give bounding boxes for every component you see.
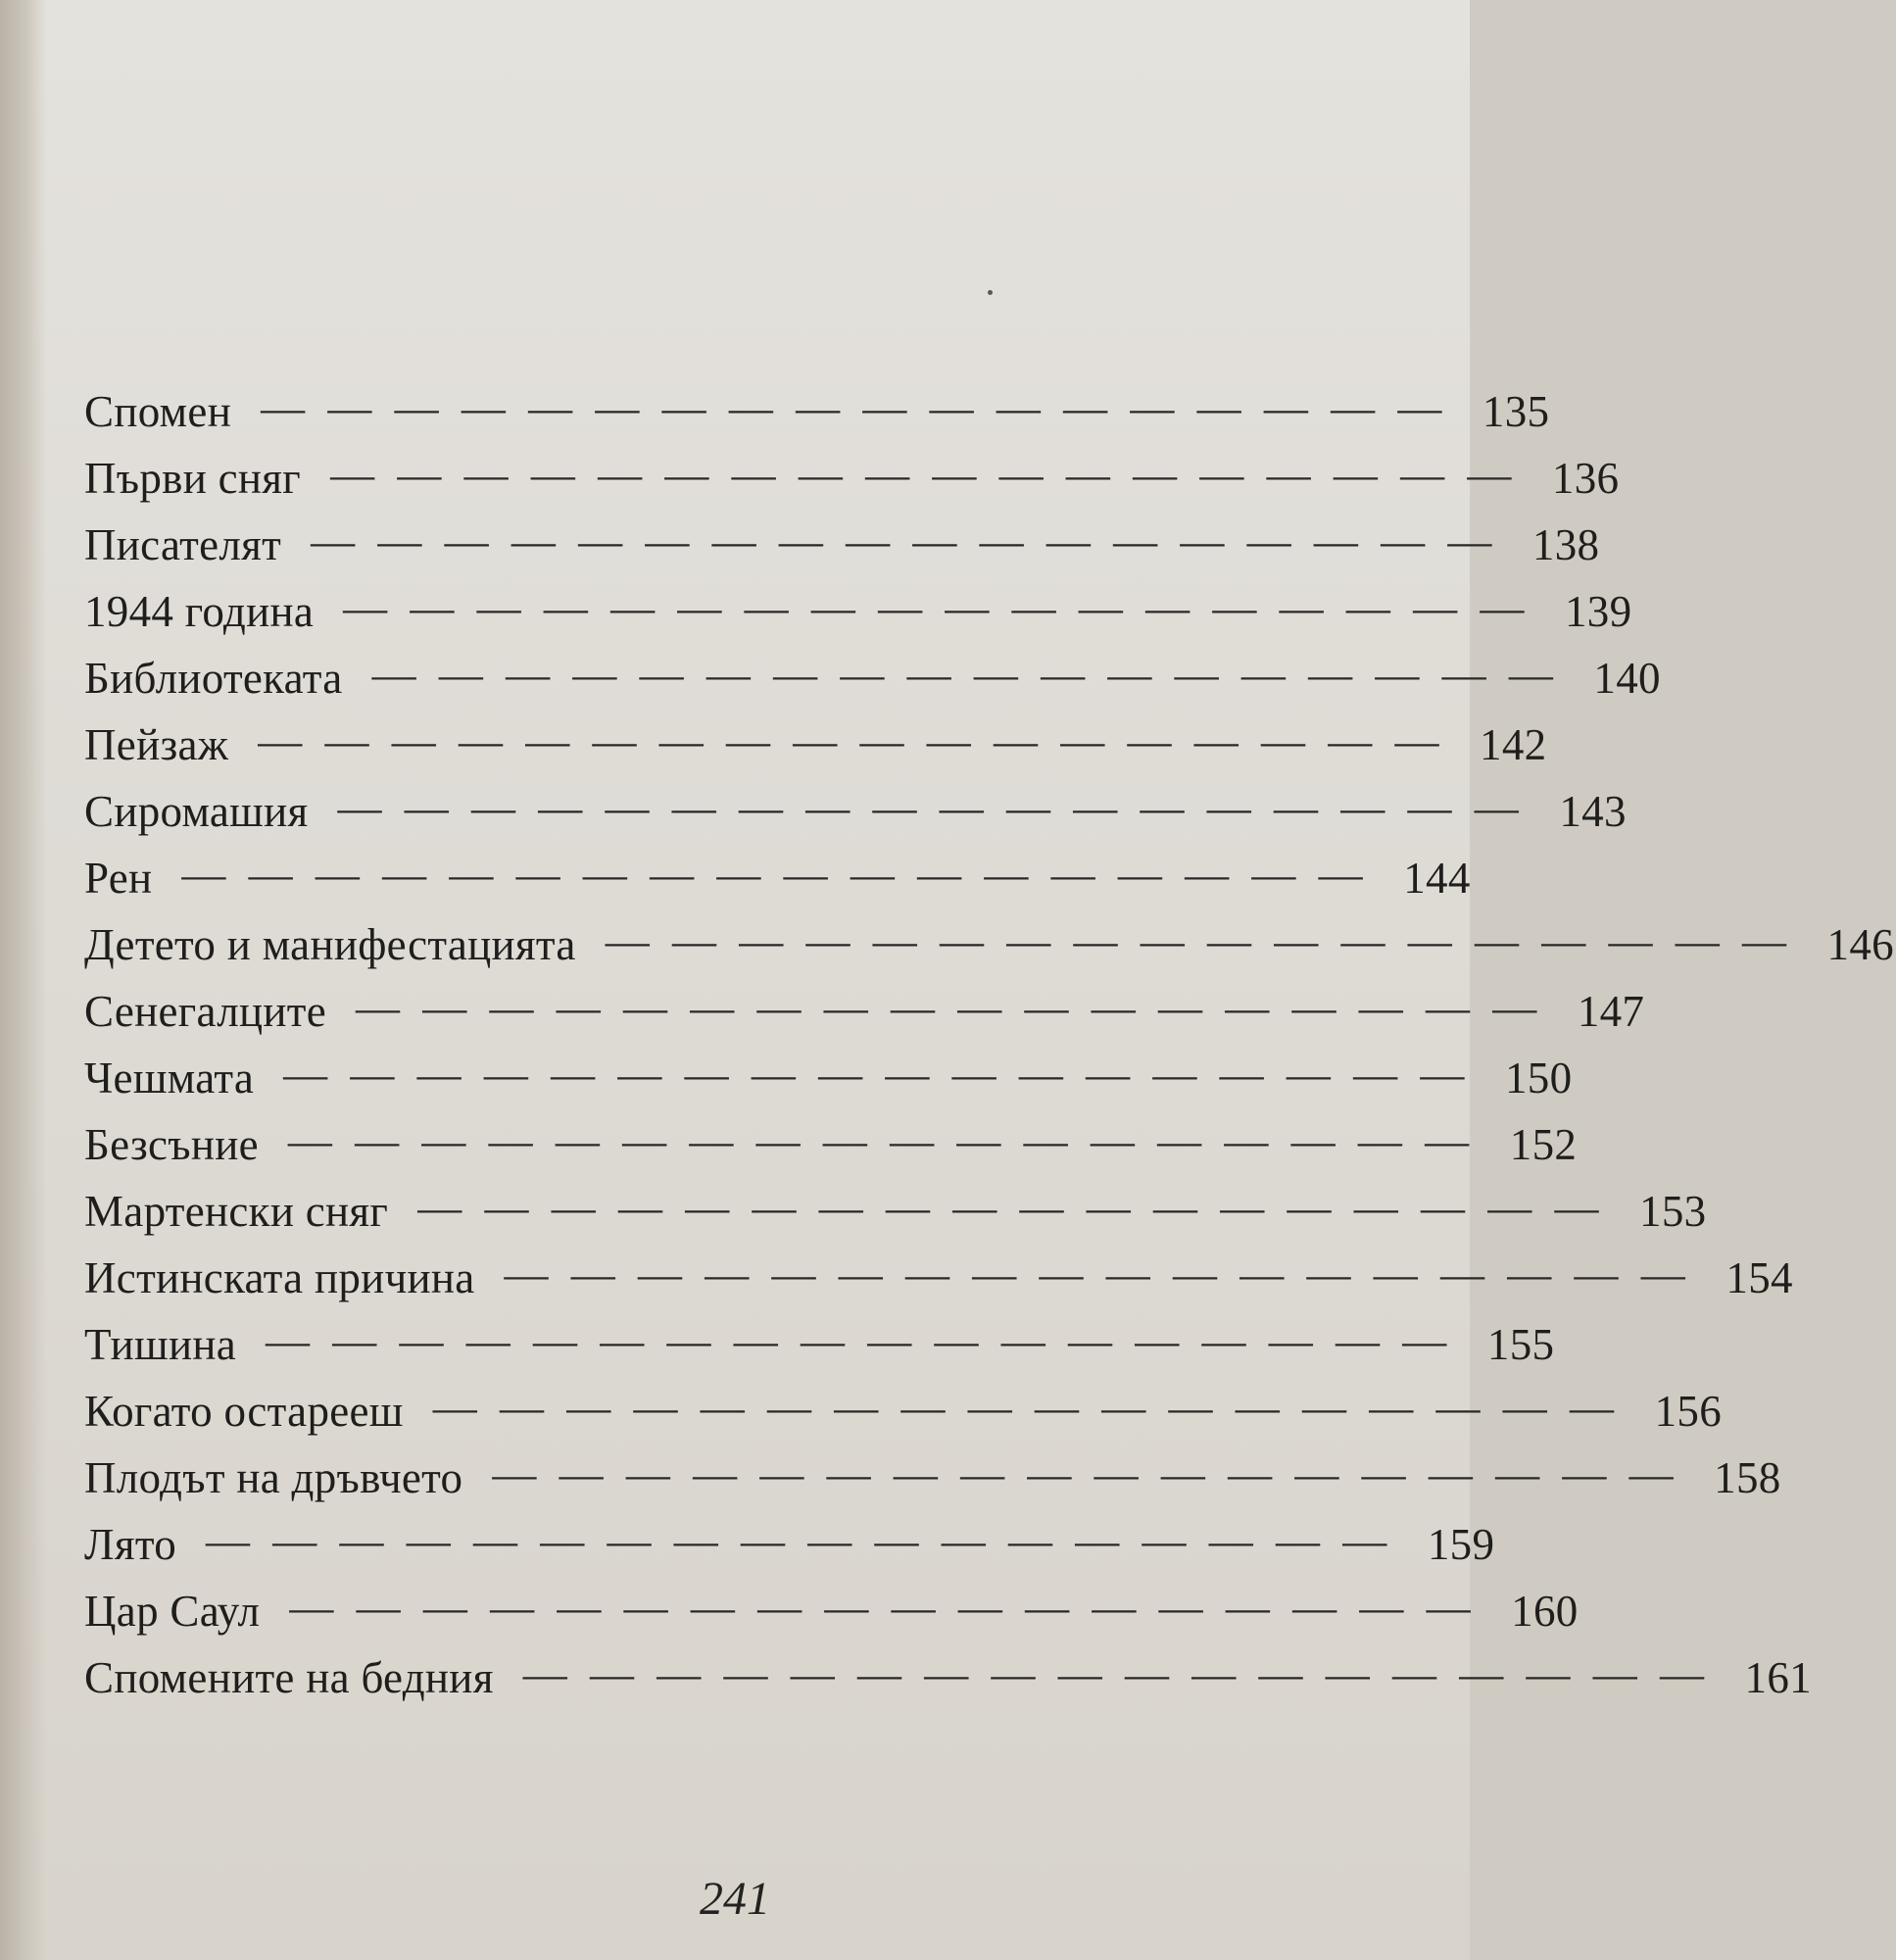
toc-entry-page: 135 [1482,387,1550,436]
toc-entry [84,1250,1793,1319]
toc-entry [84,916,1894,986]
toc-entry [84,1316,1555,1386]
toc-entry-title: Чешмата [84,1054,255,1102]
toc-entry-page: 146 [1826,920,1894,969]
toc-entry-page: 159 [1427,1520,1495,1569]
toc-entry-title: Безсъние [84,1120,259,1169]
toc-entry-page: 158 [1714,1453,1781,1502]
page-number: 241 [700,1873,770,1925]
toc-entry-page: 161 [1744,1653,1812,1702]
toc-entry-leader: — — — — — — — — — — — — — — — — — — [261,383,1448,432]
toc-entry [84,1050,1573,1119]
toc-entry-title: Тишина [84,1320,237,1369]
toc-entry-leader: — — — — — — — — — — — — — — — — — — [206,1516,1393,1565]
page-binding-edge [0,0,47,1960]
toc-entry-leader: — — — — — — — — — — — — — — — — — — [337,783,1525,832]
toc-entry-page: 143 [1559,787,1627,836]
toc-entry-leader: — — — — — — — — — — — — — — — — — — [283,1050,1471,1099]
toc-entry-leader: — — — — — — — — — — — — — — — — — — [330,450,1518,499]
toc-entry-page: 160 [1511,1587,1579,1636]
toc-entry-title: Истинската причина [84,1253,475,1302]
toc-entry-page: 152 [1509,1120,1578,1169]
toc-entry [84,1516,1495,1586]
toc-entry [84,1116,1578,1186]
toc-entry-page: 154 [1726,1253,1793,1302]
toc-entry-leader: — — — — — — — — — — — — — — — — — — [605,916,1792,965]
toc-entry-leader: — — — — — — — — — — — — — — — — — — [258,716,1445,765]
toc-entry-page: 138 [1531,520,1600,569]
toc-entry-page: 147 [1577,987,1645,1036]
toc-entry-page: 144 [1403,854,1471,903]
toc-entry-title: Лято [84,1520,176,1569]
toc-entry [84,383,1550,453]
toc-entry [84,1583,1579,1652]
toc-entry-title: Сенегалците [84,987,326,1036]
toc-entry-title: Мартенски сняг [84,1187,389,1236]
toc-entry-title: Пейзаж [84,720,229,769]
toc-entry [84,716,1547,786]
toc-entry-page: 156 [1654,1387,1722,1436]
toc-entry-leader: — — — — — — — — — — — — — — — — — — [181,850,1369,899]
toc-entry-title: Сиромашия [84,787,309,836]
toc-entry-title: Библиотеката [84,654,343,703]
toc-entry-leader: — — — — — — — — — — — — — — — — — — [522,1649,1710,1698]
toc-entry-leader: — — — — — — — — — — — — — — — — — — [289,1583,1477,1632]
toc-entry-leader: — — — — — — — — — — — — — — — — — — [417,1183,1605,1232]
toc-entry-page: 155 [1486,1320,1555,1369]
toc-entry [84,583,1632,653]
toc-entry [84,850,1471,919]
toc-entry-leader: — — — — — — — — — — — — — — — — — — [371,650,1559,699]
toc-entry-leader: — — — — — — — — — — — — — — — — — — [311,516,1498,565]
toc-entry-page: 150 [1504,1054,1573,1102]
ink-speck [988,290,993,295]
toc-entry [84,650,1661,719]
toc-entry-page: 142 [1480,720,1547,769]
toc-entry [84,1183,1707,1252]
toc-entry-title: Цар Саул [84,1587,261,1636]
toc-entry-page: 153 [1639,1187,1707,1236]
toc-entry [84,783,1627,853]
toc-entry-title: Спомен [84,387,232,436]
toc-entry-leader: — — — — — — — — — — — — — — — — — — [492,1449,1679,1498]
toc-entry-title: Детето и манифестацията [84,920,576,969]
toc-entry-page: 139 [1564,587,1632,636]
toc-entry-title: Рен [84,854,153,903]
toc-entry [84,1449,1781,1519]
toc-entry-leader: — — — — — — — — — — — — — — — — — — [355,983,1543,1032]
toc-entry-leader: — — — — — — — — — — — — — — — — — — [266,1316,1453,1365]
toc-entry-leader: — — — — — — — — — — — — — — — — — — [287,1116,1476,1165]
toc-entry-title: Спомените на бедния [84,1653,494,1702]
toc-entry [84,1383,1722,1452]
toc-entry [84,516,1600,586]
toc-entry-title: Първи сняг [84,454,302,503]
toc-entry-title: Писателят [84,520,282,569]
toc-entry-page: 136 [1551,454,1620,503]
toc-entry-title: 1944 година [84,587,315,636]
toc-entry [84,450,1620,519]
toc-entry-leader: — — — — — — — — — — — — — — — — — — [432,1383,1620,1432]
toc-entry-leader: — — — — — — — — — — — — — — — — — — [504,1250,1691,1298]
toc-entry-title: Когато остарееш [84,1387,404,1436]
toc-entry-leader: — — — — — — — — — — — — — — — — — — [343,583,1531,632]
toc-entry [84,1649,1812,1719]
toc-entry-page: 140 [1593,654,1661,703]
table-of-contents [84,383,1894,1719]
toc-entry-title: Плодът на дръвчето [84,1453,463,1502]
toc-entry [84,983,1645,1053]
